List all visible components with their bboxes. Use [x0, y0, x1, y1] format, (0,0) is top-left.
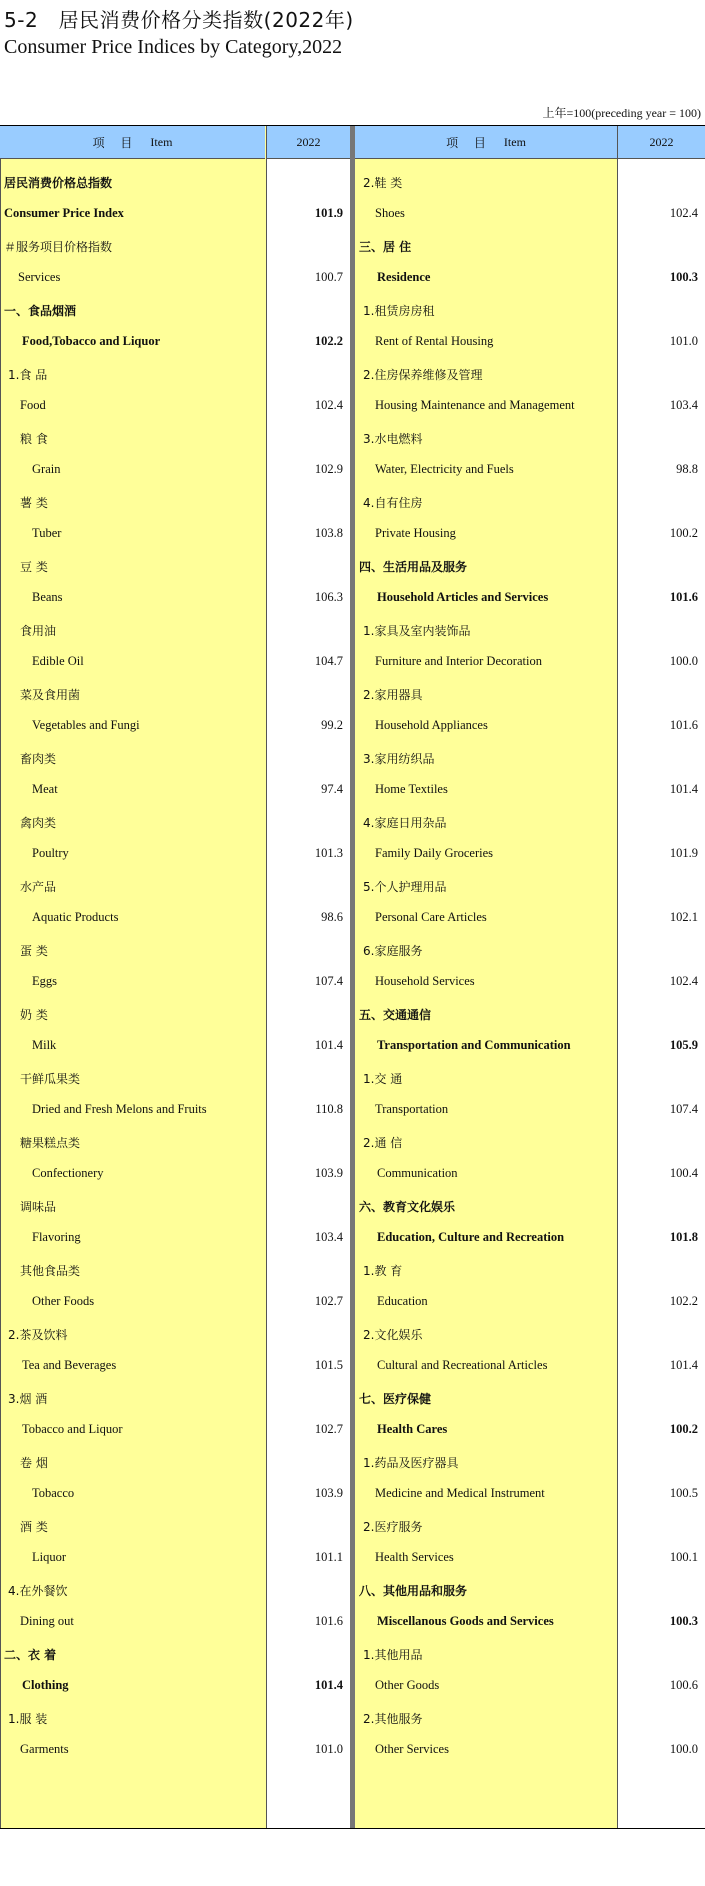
row-value: 103.4 — [314, 1230, 343, 1244]
row-value: 102.2 — [314, 334, 343, 348]
row-label: 食用油 — [20, 624, 57, 638]
table-row — [0, 614, 350, 646]
rows-left — [0, 166, 350, 1766]
table-row — [0, 742, 350, 774]
row-label: Household Articles and Services — [377, 590, 549, 604]
table-row — [355, 454, 705, 486]
row-label: Grain — [32, 462, 61, 476]
table-row — [0, 934, 350, 966]
row-label: Medicine and Medical Instrument — [375, 1486, 545, 1500]
table-row — [355, 582, 705, 614]
row-label: 1.服 装 — [8, 1712, 48, 1726]
table-row — [355, 1222, 705, 1254]
row-label: Health Cares — [377, 1422, 448, 1436]
row-label: Health Services — [375, 1550, 454, 1564]
row-label: 2.鞋 类 — [363, 176, 403, 190]
table-row — [355, 166, 705, 198]
row-label: ＃服务项目价格指数 — [4, 240, 113, 254]
row-value: 104.7 — [314, 654, 343, 668]
row-label: Cultural and Recreational Articles — [377, 1358, 548, 1372]
table-row — [0, 230, 350, 262]
row-label: Shoes — [375, 206, 405, 220]
table-row — [355, 198, 705, 230]
row-label: 二、衣 着 — [4, 1648, 57, 1662]
table-row — [355, 1670, 705, 1702]
table-row — [355, 550, 705, 582]
row-value: 103.9 — [314, 1486, 343, 1500]
row-value: 98.6 — [321, 910, 343, 924]
row-value: 100.2 — [669, 526, 698, 540]
row-value: 100.3 — [669, 1614, 698, 1628]
row-label: 3.烟 酒 — [8, 1392, 48, 1406]
table-left-half — [0, 126, 350, 1828]
row-label: 蛋 类 — [20, 944, 48, 958]
table-row — [355, 1478, 705, 1510]
table-row — [355, 1702, 705, 1734]
row-label: Food — [20, 398, 46, 412]
table-row — [0, 1478, 350, 1510]
row-label: 2.文化娱乐 — [363, 1328, 423, 1342]
row-label: 4.在外餐饮 — [8, 1584, 68, 1598]
row-label: Tuber — [32, 526, 62, 540]
row-label: 2.住房保养维修及管理 — [363, 368, 483, 382]
table-row — [0, 1318, 350, 1350]
table-row — [0, 1062, 350, 1094]
table-row — [355, 262, 705, 294]
row-label: 糖果糕点类 — [20, 1136, 81, 1150]
table-row — [355, 966, 705, 998]
row-value: 101.4 — [669, 1358, 698, 1372]
row-label: 3.家用纺织品 — [363, 752, 435, 766]
rows-right — [355, 166, 705, 1766]
row-label: 卷 烟 — [20, 1456, 48, 1470]
row-label: Home Textiles — [375, 782, 448, 796]
row-value: 101.0 — [669, 334, 698, 348]
table-row — [0, 518, 350, 550]
table-row — [0, 1254, 350, 1286]
row-label: 干鲜瓜果类 — [20, 1072, 81, 1086]
row-label: Private Housing — [375, 526, 456, 540]
row-value: 102.2 — [669, 1294, 698, 1308]
table-row — [355, 838, 705, 870]
table-row — [0, 1126, 350, 1158]
row-label: Consumer Price Index — [4, 206, 124, 220]
table-row — [0, 198, 350, 230]
row-label: 粮 食 — [20, 432, 48, 446]
table-row — [355, 1574, 705, 1606]
row-value: 103.8 — [314, 526, 343, 540]
table-row — [0, 1094, 350, 1126]
table-row — [355, 1318, 705, 1350]
row-value: 101.6 — [669, 590, 698, 604]
table-row — [355, 230, 705, 262]
table-row — [355, 1414, 705, 1446]
row-label: 酒 类 — [20, 1520, 48, 1534]
header-item-left — [0, 126, 265, 159]
row-value: 101.3 — [314, 846, 343, 860]
row-label: 2.医疗服务 — [363, 1520, 423, 1534]
row-label: 4.自有住房 — [363, 496, 423, 510]
row-label: 1.其他用品 — [363, 1648, 423, 1662]
row-label: 五、交通通信 — [359, 1008, 432, 1022]
row-label: 1.教 育 — [363, 1264, 403, 1278]
row-label: Family Daily Groceries — [375, 846, 494, 860]
table-row — [0, 1606, 350, 1638]
table-row — [0, 422, 350, 454]
table-row — [0, 1286, 350, 1318]
row-label: 调味品 — [20, 1200, 57, 1214]
row-label: 2.家用器具 — [363, 688, 423, 702]
row-label: Clothing — [22, 1678, 69, 1692]
table-row — [0, 1638, 350, 1670]
table-row — [0, 1030, 350, 1062]
row-label: Dining out — [20, 1614, 74, 1628]
row-label: Transportation and Communication — [377, 1038, 571, 1052]
table-row — [0, 262, 350, 294]
table-row — [0, 1702, 350, 1734]
row-value: 105.9 — [669, 1038, 698, 1052]
row-label: 1.药品及医疗器具 — [363, 1456, 459, 1470]
table-row — [355, 1286, 705, 1318]
row-label: Transportation — [375, 1102, 449, 1116]
row-value: 97.4 — [321, 782, 343, 796]
row-label: Tobacco and Liquor — [22, 1422, 123, 1436]
row-label: Services — [18, 270, 61, 284]
table-row — [355, 1254, 705, 1286]
row-label: Other Foods — [32, 1294, 95, 1308]
row-value: 102.7 — [314, 1294, 343, 1308]
table-row — [0, 1734, 350, 1766]
row-label: 三、居 住 — [359, 240, 412, 254]
row-label: Other Goods — [375, 1678, 440, 1692]
row-value: 102.4 — [669, 974, 698, 988]
table-row — [355, 1126, 705, 1158]
header-year-right: 2022 — [617, 126, 705, 159]
table-row — [0, 1158, 350, 1190]
row-label: Household Services — [375, 974, 475, 988]
row-value: 110.8 — [315, 1102, 343, 1116]
table-row — [355, 1606, 705, 1638]
table-row — [0, 1510, 350, 1542]
row-label: 一、食品烟酒 — [4, 304, 77, 318]
row-label: 5.个人护理用品 — [363, 880, 447, 894]
table-row — [0, 1414, 350, 1446]
row-value: 101.4 — [314, 1678, 343, 1692]
row-value: 101.4 — [669, 782, 698, 796]
row-value: 101.6 — [669, 718, 698, 732]
table-row — [0, 486, 350, 518]
table-row — [355, 1542, 705, 1574]
table-row — [0, 582, 350, 614]
row-value: 101.4 — [314, 1038, 343, 1052]
table-row — [0, 998, 350, 1030]
table-row — [355, 1638, 705, 1670]
row-value: 101.9 — [314, 206, 343, 220]
row-value: 106.3 — [314, 590, 343, 604]
table-row — [0, 1190, 350, 1222]
row-label: 2.通 信 — [363, 1136, 403, 1150]
table-row — [0, 966, 350, 998]
row-value: 100.3 — [669, 270, 698, 284]
row-label: Education — [377, 1294, 428, 1308]
row-label: Dried and Fresh Melons and Fruits — [32, 1102, 207, 1116]
row-label: Meat — [32, 782, 58, 796]
row-value: 101.5 — [314, 1358, 343, 1372]
table-row — [0, 870, 350, 902]
table-row — [0, 646, 350, 678]
row-label: Food,Tobacco and Liquor — [22, 334, 161, 348]
row-label: Rent of Rental Housing — [375, 334, 494, 348]
row-label: 6.家庭服务 — [363, 944, 423, 958]
table-row — [0, 710, 350, 742]
page-title-chinese: 5-2 居民消费价格分类指数(2022年) — [4, 8, 354, 32]
table-row — [355, 1158, 705, 1190]
row-label: Liquor — [32, 1550, 67, 1564]
row-label: 豆 类 — [20, 560, 48, 574]
table-row — [355, 678, 705, 710]
row-value: 107.4 — [314, 974, 343, 988]
row-label: 3.水电燃料 — [363, 432, 423, 446]
table-row — [355, 774, 705, 806]
table-row — [355, 358, 705, 390]
row-label: Vegetables and Fungi — [32, 718, 140, 732]
row-label: 1.家具及室内装饰品 — [363, 624, 471, 638]
table-row — [0, 678, 350, 710]
row-label: 1.食 品 — [8, 368, 48, 382]
row-label: Housing Maintenance and Management — [375, 398, 575, 412]
table-row — [355, 390, 705, 422]
row-value: 100.2 — [669, 1422, 698, 1436]
row-label: Education, Culture and Recreation — [377, 1230, 565, 1244]
table-row — [0, 1670, 350, 1702]
table-row — [355, 1030, 705, 1062]
row-value: 103.9 — [314, 1166, 343, 1180]
table-row — [355, 934, 705, 966]
table-row — [0, 806, 350, 838]
row-label: 4.家庭日用杂品 — [363, 816, 447, 830]
table-row — [0, 902, 350, 934]
table-row — [0, 390, 350, 422]
row-value: 102.9 — [314, 462, 343, 476]
table-row — [355, 806, 705, 838]
row-label: Flavoring — [32, 1230, 81, 1244]
table-row — [355, 486, 705, 518]
row-value: 98.8 — [676, 462, 698, 476]
row-value: 103.4 — [669, 398, 698, 412]
row-label: 1.交 通 — [363, 1072, 403, 1086]
row-value: 100.0 — [669, 1742, 698, 1756]
row-value: 100.6 — [669, 1678, 698, 1692]
table-row — [0, 1382, 350, 1414]
row-label: Eggs — [32, 974, 57, 988]
row-label: 六、教育文化娱乐 — [359, 1200, 456, 1214]
page-title-english: Consumer Price Indices by Category,2022 — [4, 36, 343, 58]
row-label: 其他食品类 — [20, 1264, 81, 1278]
row-value: 100.0 — [669, 654, 698, 668]
table-bottom-rule — [0, 1828, 705, 1829]
table-row — [355, 1190, 705, 1222]
table-row — [0, 326, 350, 358]
row-label: 七、医疗保健 — [359, 1392, 432, 1406]
table-row — [0, 838, 350, 870]
row-label: Tobacco — [32, 1486, 75, 1500]
table-row — [0, 774, 350, 806]
row-label: 1.租赁房房租 — [363, 304, 435, 318]
row-label: Residence — [377, 270, 431, 284]
row-value: 102.4 — [314, 398, 343, 412]
row-label: 八、其他用品和服务 — [359, 1584, 468, 1598]
row-label: Milk — [32, 1038, 57, 1052]
row-label: 水产品 — [20, 880, 57, 894]
row-label: 禽肉类 — [20, 816, 57, 830]
table-row — [0, 1222, 350, 1254]
row-label: Poultry — [32, 846, 69, 860]
table-row — [355, 646, 705, 678]
row-value: 101.1 — [314, 1550, 343, 1564]
header-item-en: Item — [150, 134, 173, 149]
row-label: 薯 类 — [20, 496, 48, 510]
row-label: Other Services — [375, 1742, 449, 1756]
table-row — [355, 1734, 705, 1766]
row-value: 102.1 — [669, 910, 698, 924]
table-row — [355, 870, 705, 902]
row-value: 102.4 — [669, 206, 698, 220]
row-label: 畜肉类 — [20, 752, 57, 766]
unit-note: 上年=100(preceding year = 100) — [542, 106, 701, 120]
row-label: Communication — [377, 1166, 458, 1180]
table-row — [0, 550, 350, 582]
table-row — [0, 1446, 350, 1478]
row-value: 101.6 — [314, 1614, 343, 1628]
row-label: 奶 类 — [20, 1008, 48, 1022]
row-label: 四、生活用品及服务 — [359, 560, 468, 574]
table-row — [0, 294, 350, 326]
row-label: 2.茶及饮料 — [8, 1328, 68, 1342]
row-value: 101.9 — [669, 846, 698, 860]
table-row — [355, 1382, 705, 1414]
header-year-left: 2022 — [266, 126, 350, 159]
header-item-cn: 项 目 — [92, 135, 139, 150]
row-value: 102.7 — [314, 1422, 343, 1436]
row-label: Tea and Beverages — [22, 1358, 117, 1372]
table-row — [0, 1350, 350, 1382]
row-value: 101.0 — [314, 1742, 343, 1756]
table-row — [355, 518, 705, 550]
row-label: Household Appliances — [375, 718, 488, 732]
table-row — [355, 294, 705, 326]
table-row — [355, 1062, 705, 1094]
row-label: 居民消费价格总指数 — [4, 176, 113, 190]
header-item-cn: 项 目 — [446, 135, 492, 150]
row-label: 菜及食用菌 — [20, 688, 81, 702]
table-row — [355, 1350, 705, 1382]
row-label: Edible Oil — [32, 654, 84, 668]
header-item-en: Item — [503, 134, 526, 149]
header-item-right — [355, 126, 617, 159]
table-row — [355, 742, 705, 774]
table-row — [0, 454, 350, 486]
table-row — [0, 1542, 350, 1574]
row-label: 2.其他服务 — [363, 1712, 423, 1726]
row-label: Water, Electricity and Fuels — [375, 462, 514, 476]
table-row — [355, 998, 705, 1030]
table-row — [355, 710, 705, 742]
cpi-table — [0, 125, 705, 1829]
row-value: 100.7 — [314, 270, 343, 284]
row-value: 107.4 — [669, 1102, 698, 1116]
table-row — [355, 1446, 705, 1478]
table-row — [355, 902, 705, 934]
table-right-half — [355, 126, 705, 1828]
table-row — [355, 326, 705, 358]
row-label: Aquatic Products — [32, 910, 119, 924]
row-value: 100.1 — [669, 1550, 698, 1564]
table-row — [355, 422, 705, 454]
row-label: Beans — [32, 590, 63, 604]
table-row — [0, 1574, 350, 1606]
table-row — [0, 166, 350, 198]
table-row — [355, 1094, 705, 1126]
row-value: 101.8 — [669, 1230, 698, 1244]
row-label: Furniture and Interior Decoration — [375, 654, 542, 668]
row-label: Garments — [20, 1742, 69, 1756]
row-label: Personal Care Articles — [375, 910, 487, 924]
row-value: 100.4 — [669, 1166, 698, 1180]
row-value: 99.2 — [321, 718, 343, 732]
table-row — [355, 614, 705, 646]
row-label: Confectionery — [32, 1166, 104, 1180]
row-value: 100.5 — [669, 1486, 698, 1500]
table-row — [355, 1510, 705, 1542]
table-row — [0, 358, 350, 390]
row-label: Miscellanous Goods and Services — [377, 1614, 554, 1628]
